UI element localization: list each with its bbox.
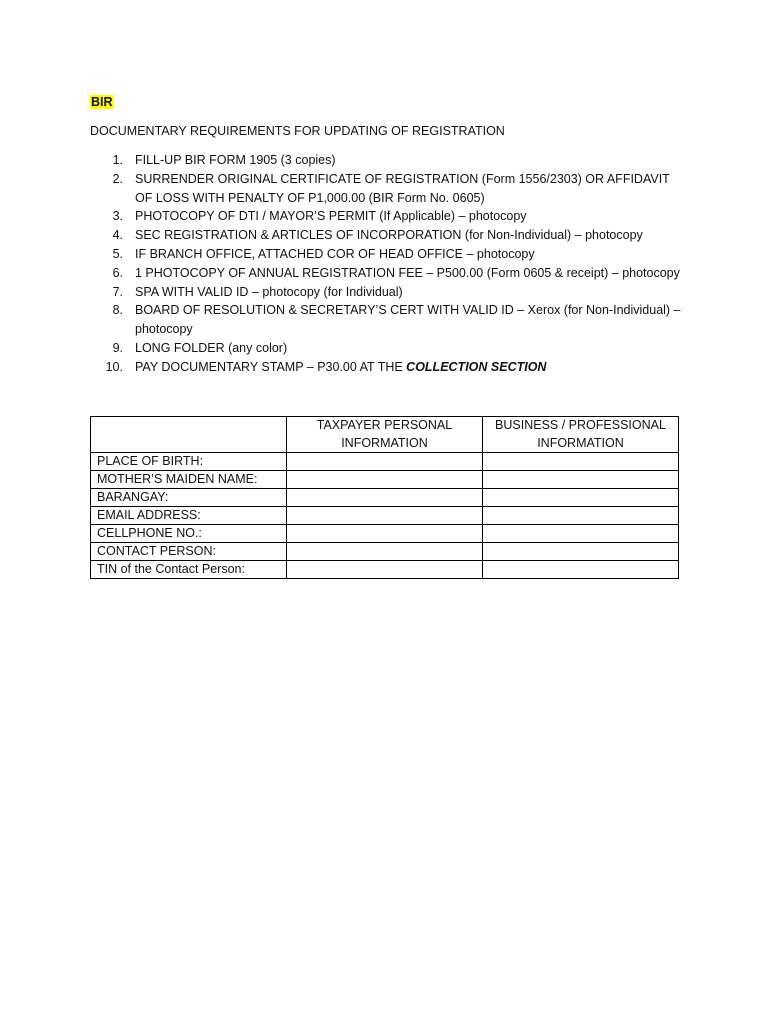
list-item-text: SEC REGISTRATION & ARTICLES OF INCORPORATION (for Non-Individual) – photocopy [135,228,643,243]
list-item-number: 8. [112,303,123,318]
heading-highlight: BIR [91,95,113,109]
table-header-row [91,417,679,453]
table-row [91,507,679,525]
list-item [90,207,690,226]
table-row [91,525,679,543]
list-item [90,358,690,377]
list-item [90,283,690,302]
list-item-text: SPA WITH VALID ID – photocopy (for Individual) [135,284,403,299]
requirements-list [90,151,690,377]
table-header-taxpayer: TAXPAYER PERSONAL INFORMATION [287,417,483,453]
list-item [90,170,690,208]
table-row-label: BARANGAY: [91,489,287,507]
list-item-text: PHOTOCOPY OF DTI / MAYOR’S PERMIT (If Applicable) – photocopy [135,209,527,224]
table-header-business: BUSINESS / PROFESSIONAL INFORMATION [483,417,679,453]
table-cell [287,507,483,525]
table-cell [483,471,679,489]
table-cell [483,525,679,543]
list-item-number: 6. [112,265,123,280]
table-row [91,543,679,561]
table-cell [287,543,483,561]
information-table [90,416,679,579]
list-item [90,245,690,264]
document-heading [90,94,114,110]
table-cell [287,471,483,489]
list-item-number: 5. [112,246,123,261]
list-item-number: 7. [112,284,123,299]
table-row [91,489,679,507]
table-cell [483,543,679,561]
table-cell [483,489,679,507]
table-row-label: CONTACT PERSON: [91,543,287,561]
list-item-text: FILL-UP BIR FORM 1905 (3 copies) [135,153,336,167]
list-item-text: PAY DOCUMENTARY STAMP – P30.00 AT THE [135,359,407,374]
table-row-label: CELLPHONE NO.: [91,525,287,543]
table-row-label: TIN of the Contact Person: [91,561,287,579]
list-item-text: BOARD OF RESOLUTION & SECRETARY’S CERT WITH VALID ID – Xerox (for Non-Individual) – photocopy [135,303,681,337]
list-item-number: 3. [112,209,123,224]
table-row [91,561,679,579]
table-row-label: EMAIL ADDRESS: [91,507,287,525]
list-item [90,301,690,339]
table-row-label: MOTHER’S MAIDEN NAME: [91,471,287,489]
list-item-text: IF BRANCH OFFICE, ATTACHED COR OF HEAD OFFICE – photocopy [135,246,535,261]
table-cell [287,489,483,507]
table-header-cell-blank [91,417,287,453]
list-item [90,226,690,245]
list-item-text: SURRENDER ORIGINAL CERTIFICATE OF REGISTRATION (Form 1556/2303) OR AFFIDAVIT OF LOSS WITH PENALTY OF P1,000.00 (BIR Form No. 0605) [135,171,670,205]
list-item-number: 2. [112,171,123,186]
table-cell [483,507,679,525]
table-row-label: PLACE OF BIRTH: [91,453,287,471]
list-item [90,151,690,170]
list-item-number: 4. [112,228,123,243]
table-cell [287,453,483,471]
table-row [91,471,679,489]
list-item-number: 9. [112,340,123,355]
table-cell [483,453,679,471]
table-cell [483,561,679,579]
table-cell [287,525,483,543]
table-cell [287,561,483,579]
table-row [91,453,679,471]
list-item-number: 1. [112,153,123,167]
list-item-emphasis: COLLECTION SECTION [406,359,547,374]
list-item [90,264,690,283]
list-item-text: LONG FOLDER (any color) [135,340,288,355]
document-subtitle: DOCUMENTARY REQUIREMENTS FOR UPDATING OF REGISTRATION [90,124,505,138]
list-item-text: 1 PHOTOCOPY OF ANNUAL REGISTRATION FEE – P500.00 (Form 0605 & receipt) – photocopy [135,265,680,280]
list-item [90,339,690,358]
list-item-number: 10. [105,359,123,374]
